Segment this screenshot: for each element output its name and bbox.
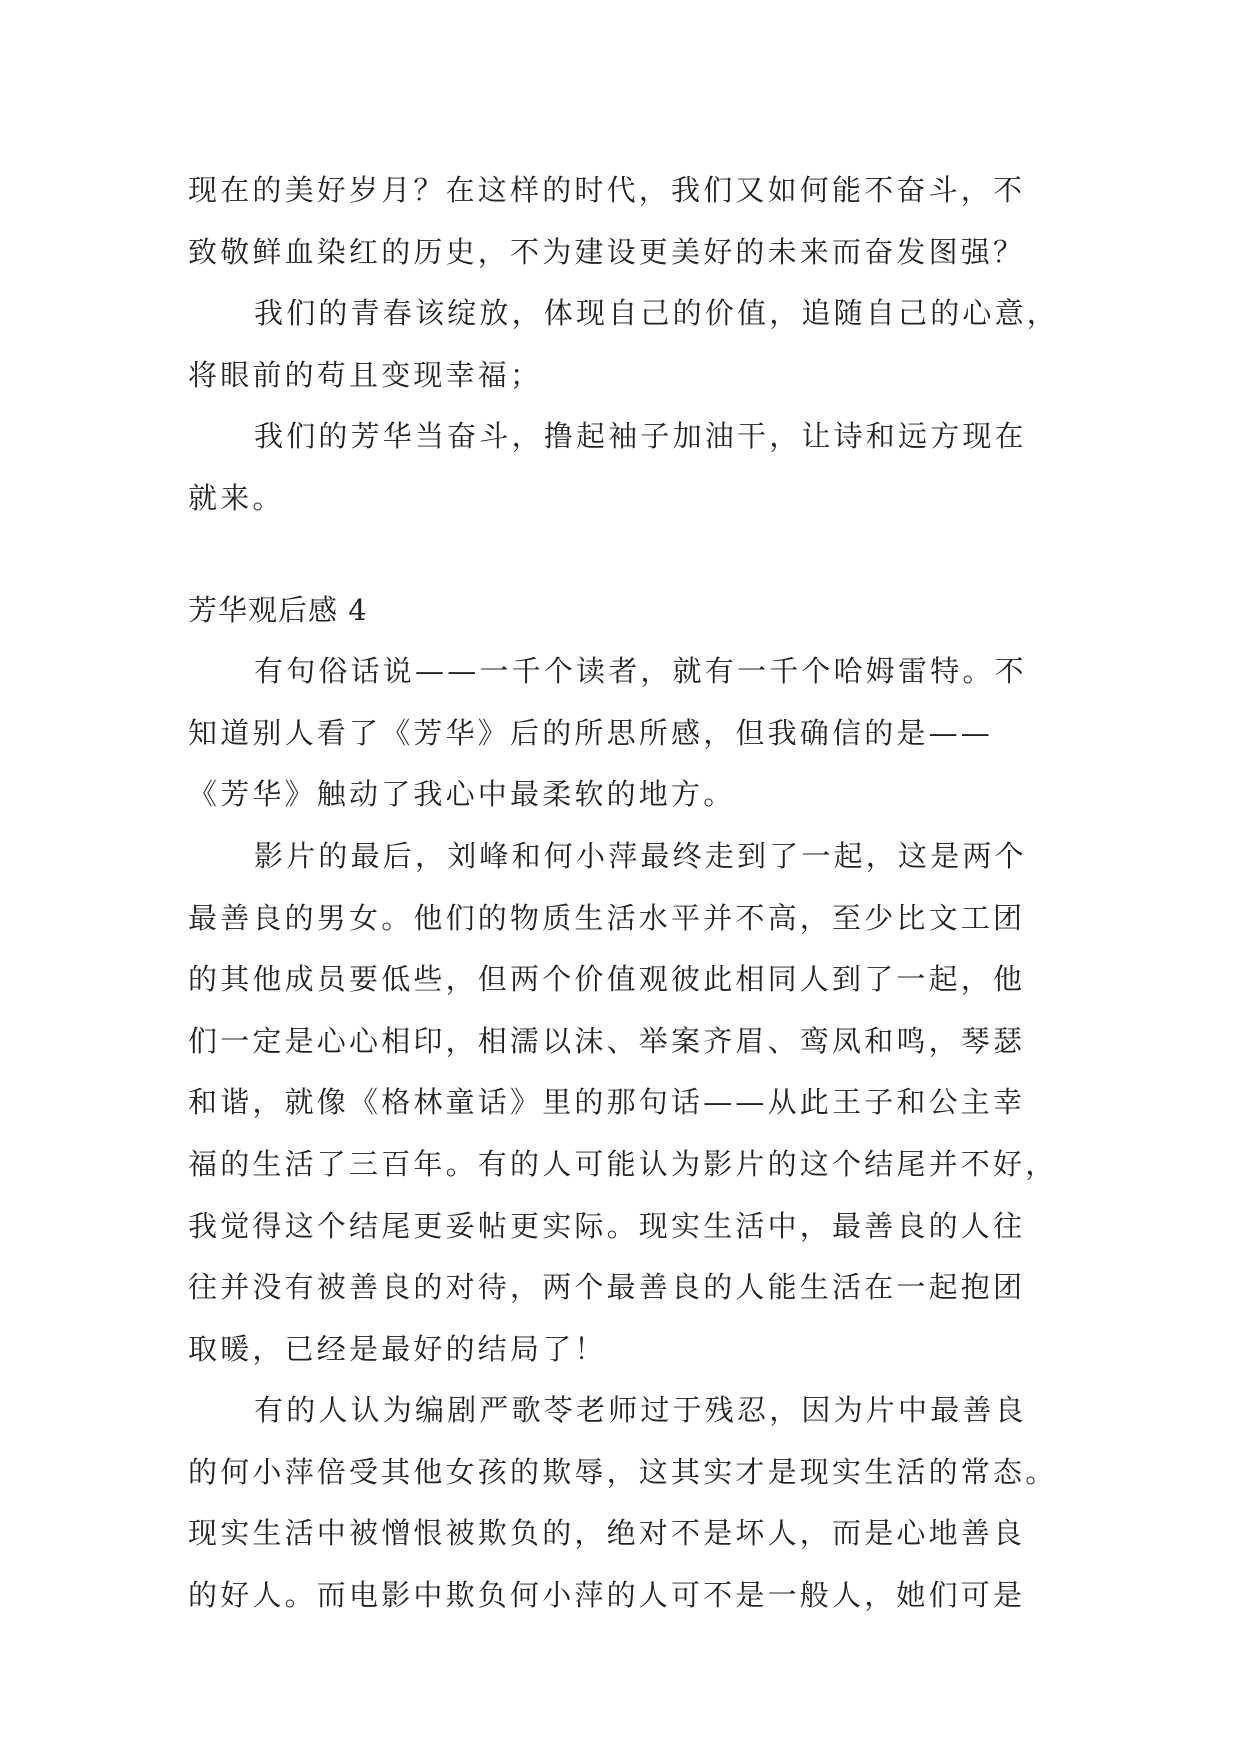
text-line: 致敬鲜血染红的历史，不为建设更美好的未来而奋发图强？ [188,234,1026,269]
document-page [188,160,1060,1627]
section-title: 芳华观后感 4 [188,592,368,627]
paragraph [188,1380,1058,1626]
text-line: 的好人。而电影中欺负何小萍的人可不是一般人，她们可是 [188,1578,1026,1613]
text-line: 我们的青春该绽放，体现自己的价值，追随自己的心意， [254,296,1060,331]
text-line: 福的生活了三百年。有的人可能认为影片的这个结尾并不好， [188,1146,1058,1181]
paragraph [188,641,1054,826]
section-spacer [188,530,1054,580]
paragraph [188,406,1054,529]
text-line: 我们的芳华当奋斗，撸起袖子加油干，让诗和远方现在 [254,419,1027,454]
paragraph [188,826,1058,1380]
text-line: 知道别人看了《芳华》后的所思所感，但我确信的是—— [188,715,994,750]
paragraph [188,283,1060,406]
text-line: 和谐，就像《格林童话》里的那句话——从此王子和公主幸 [188,1085,1026,1120]
text-line: 就来。 [188,480,285,515]
text-line: 取暖，已经是最好的结局了！ [188,1331,607,1366]
text-line: 现在的美好岁月？在这样的时代，我们又如何能不奋斗，不 [188,173,1026,207]
text-line: 的何小萍倍受其他女孩的欺辱，这其实才是现实生活的常态。 [188,1454,1058,1489]
paragraph [188,160,1054,283]
text-line: 们一定是心心相印，相濡以沫、举案齐眉、鸾凤和鸣，琴瑟 [188,1023,1026,1058]
text-line: 有的人认为编剧严歌苓老师过于残忍，因为片中最善良 [254,1393,1027,1428]
text-line: 最善良的男女。他们的物质生活水平并不高，至少比文工团 [188,900,1026,935]
text-line: 往并没有被善良的对待，两个最善良的人能生活在一起抱团 [188,1270,1026,1305]
text-line: 将眼前的苟且变现幸福； [188,357,543,392]
text-line: 的其他成员要低些，但两个价值观彼此相同人到了一起，他 [188,962,1026,997]
text-line: 《芳华》触动了我心中最柔软的地方。 [188,777,736,812]
text-line: 我觉得这个结尾更妥帖更实际。现实生活中，最善良的人往 [188,1208,1026,1243]
text-line: 现实生活中被憎恨被欺负的，绝对不是坏人，而是心地善良 [188,1516,1026,1551]
text-line: 有句俗话说——一千个读者，就有一千个哈姆雷特。不 [254,654,1027,689]
text-line: 影片的最后，刘峰和何小萍最终走到了一起，这是两个 [254,838,1027,873]
